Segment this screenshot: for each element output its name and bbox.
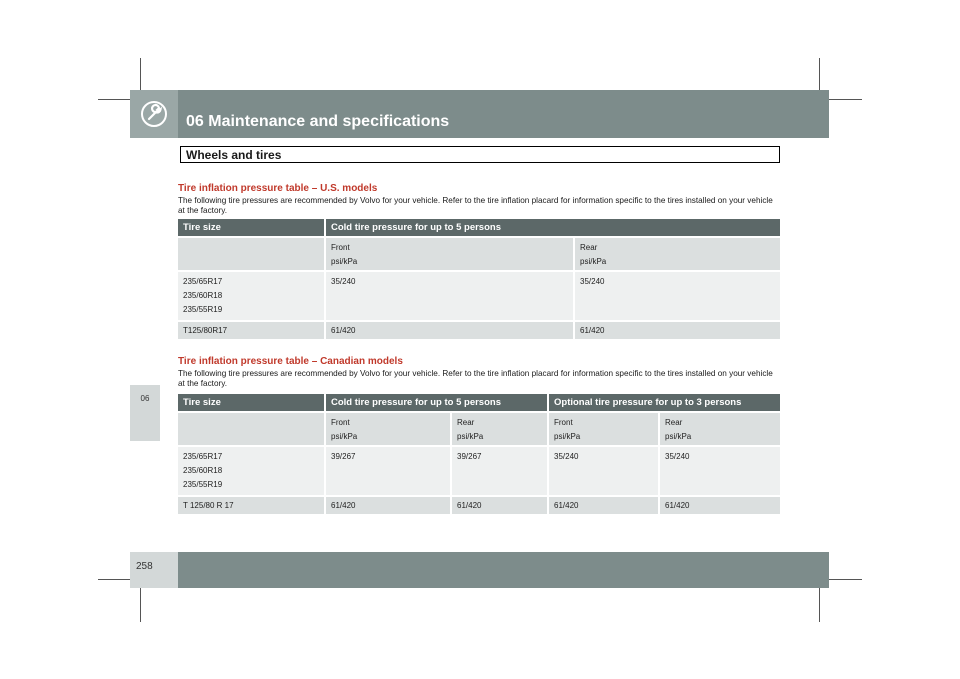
- table-cell: [451, 412, 548, 446]
- optional-pressure-front: 35/240: [554, 452, 579, 461]
- optional-pressure-rear: 61/420: [665, 501, 690, 510]
- cold-pressure-rear: 61/420: [457, 501, 482, 510]
- sub-header-front: Front: [331, 243, 350, 252]
- col-header-tire-size: Tire size: [178, 394, 325, 412]
- cold-pressure-front: 61/420: [331, 501, 356, 510]
- sub-header-unit: psi/kPa: [331, 432, 358, 441]
- col-header-tire-size: Tire size: [178, 219, 325, 237]
- pressure-front: 35/240: [331, 277, 356, 286]
- tire-size: T125/80R17: [183, 326, 228, 335]
- wrench-icon: [140, 100, 168, 128]
- footer-bar: [178, 552, 829, 588]
- us-table-heading: Tire inflation pressure table – U.S. models: [178, 183, 378, 194]
- sub-header-front: Front: [554, 418, 573, 427]
- col-header-cold-pressure: Cold tire pressure for up to 5 persons: [325, 219, 780, 237]
- sub-header-rear: Rear: [580, 243, 598, 252]
- table-cell: [178, 412, 325, 446]
- table-cell: [574, 237, 780, 271]
- tire-size: 235/55R19: [183, 305, 223, 314]
- ca-table-heading: Tire inflation pressure table – Canadian models: [178, 356, 403, 367]
- tire-size: 235/65R17: [183, 452, 223, 461]
- pressure-front: 61/420: [331, 326, 356, 335]
- sub-header-unit: psi/kPa: [580, 257, 607, 266]
- sub-header-rear: Rear: [665, 418, 683, 427]
- table-row: [178, 271, 780, 321]
- col-header-optional-pressure: Optional tire pressure for up to 3 persons: [548, 394, 780, 412]
- table-cell: [659, 412, 780, 446]
- us-pressure-table: [178, 219, 780, 339]
- table-row: [178, 446, 780, 496]
- optional-pressure-rear: 35/240: [665, 452, 690, 461]
- sub-header-unit: psi/kPa: [665, 432, 692, 441]
- table-cell: [325, 237, 574, 271]
- ca-pressure-table: [178, 394, 780, 514]
- tire-size: 235/60R18: [183, 291, 223, 300]
- section-title: Wheels and tires: [186, 148, 282, 162]
- tire-size: 235/55R19: [183, 480, 223, 489]
- table-row: [178, 321, 780, 339]
- sub-header-unit: psi/kPa: [331, 257, 358, 266]
- optional-pressure-front: 61/420: [554, 501, 579, 510]
- tire-size: T 125/80 R 17: [183, 501, 234, 510]
- pressure-rear: 35/240: [580, 277, 605, 286]
- table-cell: [325, 412, 451, 446]
- ca-table-intro: The following tire pressures are recommended by Volvo for your vehicle. Refer to the tire inflation placard for information specific to the tires installed on your vehicle at the factory.: [178, 369, 773, 388]
- sub-header-unit: psi/kPa: [554, 432, 581, 441]
- cold-pressure-rear: 39/267: [457, 452, 482, 461]
- sub-header-rear: Rear: [457, 418, 475, 427]
- sub-header-unit: psi/kPa: [457, 432, 484, 441]
- table-cell: [548, 412, 659, 446]
- chapter-side-tab-label: 06: [140, 394, 150, 403]
- tire-size: 235/65R17: [183, 277, 223, 286]
- page-number: 258: [136, 561, 153, 572]
- table-row: [178, 496, 780, 514]
- sub-header-front: Front: [331, 418, 350, 427]
- us-table-intro: The following tire pressures are recommended by Volvo for your vehicle. Refer to the tire inflation placard for information specific to the tires installed on your vehicle at the factory.: [178, 196, 773, 215]
- pressure-rear: 61/420: [580, 326, 605, 335]
- col-header-cold-pressure: Cold tire pressure for up to 5 persons: [325, 394, 548, 412]
- tire-size: 235/60R18: [183, 466, 223, 475]
- table-cell: [178, 237, 325, 271]
- chapter-title: 06 Maintenance and specifications: [186, 113, 450, 130]
- cold-pressure-front: 39/267: [331, 452, 356, 461]
